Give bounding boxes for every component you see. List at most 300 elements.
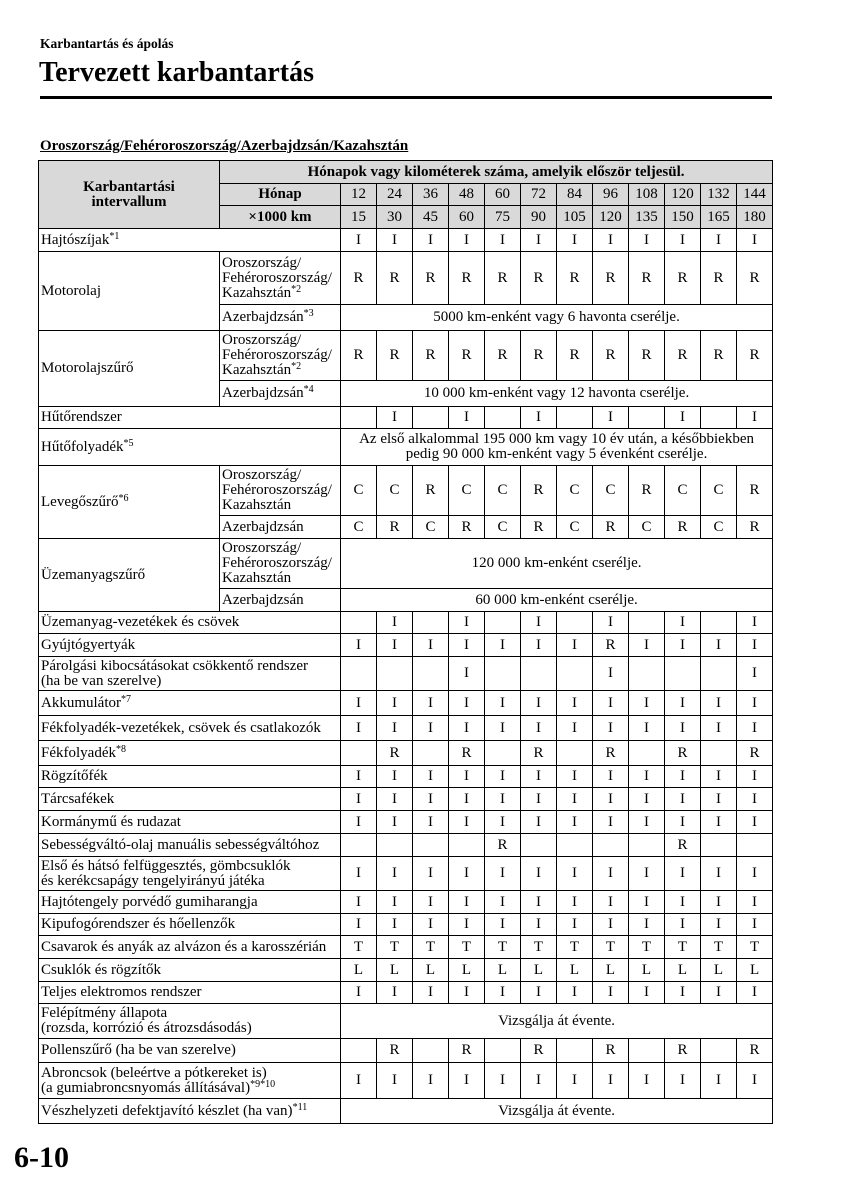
interval-cell: I — [557, 691, 593, 716]
row-label — [39, 1004, 341, 1039]
interval-cell: I — [413, 1063, 449, 1099]
row-label — [39, 766, 341, 788]
sub-label-text: Oroszország/ Fehéroroszország/ Kazahsztán — [222, 332, 332, 378]
interval-cell: I — [341, 891, 377, 914]
footnote-mark: *3 — [303, 308, 314, 319]
interval-cell: I — [341, 788, 377, 811]
interval-cell: I — [485, 788, 521, 811]
table-row — [39, 1063, 773, 1099]
interval-cell: I — [449, 766, 485, 788]
row-label-text: Kipufogórendszer és hőellenzők — [41, 916, 236, 932]
table-row — [39, 612, 773, 634]
interval-cell: R — [521, 1039, 557, 1063]
row-label — [39, 811, 341, 834]
interval-cell: I — [665, 891, 701, 914]
row-label — [39, 716, 341, 741]
sub-label-text: Azerbajdzsán — [222, 591, 304, 608]
interval-note-cell: Vizsgálja át évente. — [341, 1099, 773, 1124]
row-label-text: Rögzítőfék — [41, 768, 108, 784]
row-label — [39, 1063, 341, 1099]
interval-cell: I — [665, 914, 701, 936]
footnote-mark: *11 — [292, 1101, 308, 1113]
interval-cell: I — [521, 612, 557, 634]
interval-cell: R — [593, 331, 629, 381]
interval-cell: I — [413, 766, 449, 788]
interval-cell: I — [701, 914, 737, 936]
interval-cell: I — [665, 229, 701, 252]
table-row — [39, 959, 773, 982]
row-label — [39, 331, 220, 407]
interval-cell: I — [737, 716, 773, 741]
sub-label — [220, 305, 341, 331]
interval-cell: R — [485, 834, 521, 857]
interval-cell: C — [413, 516, 449, 539]
row-label — [39, 1039, 341, 1063]
row-label — [39, 657, 341, 691]
interval-cell: R — [449, 741, 485, 766]
table-row — [39, 936, 773, 959]
interval-cell: C — [449, 466, 485, 516]
km-cell: 30 — [377, 206, 413, 229]
interval-cell: I — [521, 891, 557, 914]
interval-cell: I — [377, 1063, 413, 1099]
row-label-text: Akkumulátor — [41, 694, 121, 711]
region-heading: Oroszország/Fehéroroszország/Azerbajdzsán/Kazahsztán — [40, 138, 409, 154]
interval-cell: T — [593, 936, 629, 959]
interval-cell: R — [377, 741, 413, 766]
interval-cell: I — [737, 657, 773, 691]
interval-cell: I — [341, 716, 377, 741]
interval-cell — [629, 657, 665, 691]
interval-cell: I — [485, 982, 521, 1004]
interval-cell: I — [593, 657, 629, 691]
km-cell: 45 — [413, 206, 449, 229]
interval-cell: L — [449, 959, 485, 982]
month-cell: 60 — [485, 184, 521, 206]
row-label-text: Levegőszűrő — [41, 493, 119, 510]
interval-cell: L — [377, 959, 413, 982]
interval-cell: R — [593, 252, 629, 305]
interval-cell: R — [521, 466, 557, 516]
interval-cell: L — [701, 959, 737, 982]
interval-header: Karbantartási intervallum — [39, 161, 220, 229]
page-number: 6-10 — [14, 1141, 69, 1174]
row-label — [39, 857, 341, 891]
interval-cell: I — [593, 407, 629, 429]
interval-cell — [665, 657, 701, 691]
footnote-mark: *2 — [291, 361, 302, 372]
interval-cell: I — [341, 1063, 377, 1099]
interval-cell: C — [557, 466, 593, 516]
interval-cell: I — [449, 229, 485, 252]
footnote-mark: *1 — [109, 230, 120, 242]
table-row — [39, 741, 773, 766]
interval-cell: I — [737, 914, 773, 936]
interval-note-cell: 120 000 km-enként cserélje. — [341, 539, 773, 589]
interval-cell — [701, 612, 737, 634]
footnote-mark: *2 — [291, 283, 302, 295]
interval-cell: I — [341, 857, 377, 891]
interval-cell: R — [665, 516, 701, 539]
interval-cell: T — [341, 936, 377, 959]
interval-cell — [413, 407, 449, 429]
interval-cell: I — [413, 811, 449, 834]
interval-cell: I — [341, 914, 377, 936]
interval-cell: I — [413, 891, 449, 914]
interval-cell: I — [521, 766, 557, 788]
interval-cell: I — [629, 811, 665, 834]
interval-cell — [701, 407, 737, 429]
interval-cell: I — [737, 612, 773, 634]
interval-cell — [485, 741, 521, 766]
row-label — [39, 466, 220, 539]
interval-cell — [629, 834, 665, 857]
month-cell: 48 — [449, 184, 485, 206]
interval-cell: I — [629, 229, 665, 252]
interval-cell: I — [377, 407, 413, 429]
interval-cell: R — [737, 1039, 773, 1063]
interval-cell: I — [701, 766, 737, 788]
row-label-text: Fékfolyadék-vezetékek, csövek és csatlakozók — [41, 719, 321, 736]
table-row — [39, 1004, 773, 1039]
interval-cell: T — [413, 936, 449, 959]
interval-cell: R — [665, 834, 701, 857]
sub-label — [220, 381, 341, 407]
interval-cell: I — [377, 811, 413, 834]
interval-cell: R — [521, 741, 557, 766]
interval-cell: I — [665, 634, 701, 657]
interval-cell: L — [341, 959, 377, 982]
row-label-text: Párolgási kibocsátásokat csökkentő rendszer (ha be van szerelve) — [41, 657, 309, 689]
interval-cell: I — [629, 982, 665, 1004]
table-row — [39, 834, 773, 857]
interval-cell: R — [377, 331, 413, 381]
interval-cell: R — [377, 1039, 413, 1063]
month-cell: 108 — [629, 184, 665, 206]
interval-cell — [629, 1039, 665, 1063]
km-cell: 105 — [557, 206, 593, 229]
month-cell: 36 — [413, 184, 449, 206]
row-label — [39, 539, 220, 612]
interval-cell — [449, 834, 485, 857]
row-label-text: Hajtószíjak — [41, 231, 110, 248]
interval-cell: I — [593, 891, 629, 914]
interval-cell: I — [593, 716, 629, 741]
interval-cell: I — [665, 612, 701, 634]
interval-cell: I — [665, 788, 701, 811]
interval-cell: I — [701, 811, 737, 834]
interval-cell: I — [737, 891, 773, 914]
interval-cell — [485, 407, 521, 429]
interval-cell: I — [557, 229, 593, 252]
interval-cell: I — [593, 691, 629, 716]
table-row — [39, 766, 773, 788]
row-label — [39, 612, 341, 634]
interval-cell: I — [521, 634, 557, 657]
interval-cell: I — [521, 407, 557, 429]
months-label: Hónap — [220, 184, 341, 206]
interval-cell: T — [665, 936, 701, 959]
interval-cell: R — [485, 331, 521, 381]
interval-cell: I — [701, 982, 737, 1004]
interval-cell: I — [593, 766, 629, 788]
interval-cell: I — [737, 691, 773, 716]
km-cell: 165 — [701, 206, 737, 229]
interval-cell: I — [521, 788, 557, 811]
interval-cell: R — [737, 516, 773, 539]
interval-cell: R — [449, 516, 485, 539]
interval-cell: I — [521, 857, 557, 891]
interval-cell: R — [449, 331, 485, 381]
interval-cell: I — [377, 229, 413, 252]
footnote-mark: *8 — [115, 743, 126, 755]
interval-cell — [629, 612, 665, 634]
interval-cell: I — [629, 857, 665, 891]
month-cell: 96 — [593, 184, 629, 206]
interval-cell: L — [593, 959, 629, 982]
interval-cell: I — [521, 914, 557, 936]
interval-cell: I — [737, 811, 773, 834]
interval-cell: R — [449, 1039, 485, 1063]
interval-cell: I — [449, 982, 485, 1004]
interval-cell: L — [521, 959, 557, 982]
row-label — [39, 914, 341, 936]
interval-cell: I — [449, 811, 485, 834]
footnote-mark: *6 — [118, 492, 129, 504]
interval-cell: I — [449, 657, 485, 691]
interval-cell — [341, 834, 377, 857]
interval-cell: L — [413, 959, 449, 982]
page-title: Tervezett karbantartás — [39, 57, 315, 88]
interval-cell: C — [485, 466, 521, 516]
footnote-mark: *5 — [123, 437, 134, 449]
interval-cell: R — [485, 252, 521, 305]
interval-cell: I — [341, 634, 377, 657]
schedule-body — [39, 229, 773, 1124]
interval-cell: C — [629, 516, 665, 539]
interval-cell: C — [485, 516, 521, 539]
interval-cell: I — [377, 634, 413, 657]
interval-cell: R — [521, 252, 557, 305]
interval-cell: R — [737, 331, 773, 381]
row-label-text: Kormánymű és rudazat — [41, 813, 181, 830]
interval-cell: C — [377, 466, 413, 516]
interval-cell: C — [557, 516, 593, 539]
interval-cell: I — [449, 914, 485, 936]
interval-cell: I — [593, 857, 629, 891]
interval-cell: C — [701, 466, 737, 516]
interval-cell: I — [557, 914, 593, 936]
footnote-mark: *7 — [121, 693, 131, 705]
interval-cell: L — [737, 959, 773, 982]
interval-cell: T — [521, 936, 557, 959]
interval-cell: T — [629, 936, 665, 959]
interval-cell: T — [557, 936, 593, 959]
interval-cell: I — [629, 691, 665, 716]
table-row — [39, 691, 773, 716]
row-label — [39, 229, 341, 252]
interval-cell: I — [665, 716, 701, 741]
interval-cell: I — [701, 857, 737, 891]
interval-cell: R — [665, 741, 701, 766]
interval-cell — [485, 612, 521, 634]
interval-cell: I — [737, 1063, 773, 1099]
title-rule — [40, 96, 772, 99]
interval-cell: I — [665, 691, 701, 716]
sub-label — [220, 252, 341, 305]
interval-cell — [593, 834, 629, 857]
row-label — [39, 634, 341, 657]
interval-cell: I — [521, 716, 557, 741]
interval-cell — [341, 407, 377, 429]
interval-cell: T — [485, 936, 521, 959]
table-row — [39, 429, 773, 466]
interval-cell: C — [665, 466, 701, 516]
interval-cell — [557, 741, 593, 766]
row-label-text: Csavarok és anyák az alvázon és a karosszérián — [41, 938, 327, 955]
sub-label — [220, 539, 341, 589]
interval-cell: I — [449, 788, 485, 811]
table-row — [39, 1039, 773, 1063]
sub-label-text: Azerbajdzsán — [222, 385, 304, 401]
interval-cell: I — [377, 982, 413, 1004]
interval-cell: I — [557, 634, 593, 657]
interval-cell: I — [629, 716, 665, 741]
interval-cell: L — [665, 959, 701, 982]
interval-cell: T — [737, 936, 773, 959]
interval-cell: R — [377, 516, 413, 539]
interval-cell: I — [377, 691, 413, 716]
km-cell: 60 — [449, 206, 485, 229]
interval-cell: L — [485, 959, 521, 982]
interval-cell: R — [557, 331, 593, 381]
interval-cell: R — [701, 252, 737, 305]
interval-cell: I — [413, 634, 449, 657]
interval-cell: I — [485, 691, 521, 716]
interval-cell: I — [485, 229, 521, 252]
interval-cell — [413, 657, 449, 691]
interval-cell: R — [449, 252, 485, 305]
interval-cell: I — [737, 634, 773, 657]
table-row — [39, 331, 773, 381]
interval-cell: I — [485, 857, 521, 891]
sub-label-text: Oroszország/ Fehéroroszország/ Kazahsztán — [222, 254, 332, 301]
row-label — [39, 252, 220, 331]
interval-cell: I — [521, 1063, 557, 1099]
interval-cell: R — [521, 331, 557, 381]
interval-cell: R — [593, 634, 629, 657]
interval-cell: R — [737, 741, 773, 766]
interval-cell: R — [341, 331, 377, 381]
interval-cell: I — [665, 407, 701, 429]
interval-cell: I — [737, 407, 773, 429]
interval-cell: I — [665, 857, 701, 891]
table-row — [39, 657, 773, 691]
interval-cell: I — [341, 229, 377, 252]
table-row — [39, 914, 773, 936]
month-cell: 24 — [377, 184, 413, 206]
interval-cell: I — [521, 982, 557, 1004]
interval-note-cell: 5000 km-enként vagy 6 havonta cserélje. — [341, 305, 773, 331]
interval-cell: I — [485, 891, 521, 914]
interval-cell — [737, 834, 773, 857]
interval-cell: I — [521, 229, 557, 252]
interval-cell: I — [377, 766, 413, 788]
table-row — [39, 229, 773, 252]
interval-cell: I — [557, 766, 593, 788]
interval-cell: I — [737, 229, 773, 252]
interval-cell — [557, 1039, 593, 1063]
interval-cell: I — [665, 766, 701, 788]
sub-label — [220, 589, 341, 612]
interval-cell — [341, 657, 377, 691]
row-label — [39, 959, 341, 982]
interval-cell: I — [449, 634, 485, 657]
interval-cell: C — [341, 516, 377, 539]
interval-cell: R — [665, 331, 701, 381]
km-cell: 135 — [629, 206, 665, 229]
interval-cell: I — [737, 982, 773, 1004]
month-cell: 12 — [341, 184, 377, 206]
interval-cell: I — [701, 716, 737, 741]
interval-cell: I — [413, 982, 449, 1004]
header-row — [39, 161, 773, 184]
row-label-text: Abroncsok (beleértve a pótkereket is) (a gumiabroncsnyomás állításával) — [41, 1064, 267, 1096]
month-cell: 120 — [665, 184, 701, 206]
interval-cell: I — [665, 982, 701, 1004]
row-label — [39, 891, 341, 914]
interval-cell: I — [737, 766, 773, 788]
row-label — [39, 691, 341, 716]
km-cell: 15 — [341, 206, 377, 229]
km-cell: 150 — [665, 206, 701, 229]
table-row — [39, 1099, 773, 1124]
interval-cell: I — [413, 691, 449, 716]
interval-cell: I — [449, 857, 485, 891]
month-cell: 84 — [557, 184, 593, 206]
interval-cell: I — [629, 891, 665, 914]
row-label-text: Hajtótengely porvédő gumiharangja — [41, 893, 258, 910]
interval-cell: R — [629, 331, 665, 381]
interval-cell: I — [413, 229, 449, 252]
interval-cell — [485, 1039, 521, 1063]
table-row — [39, 811, 773, 834]
interval-cell: C — [593, 466, 629, 516]
maintenance-schedule-table — [38, 160, 773, 1124]
interval-cell: I — [593, 1063, 629, 1099]
interval-cell: I — [485, 811, 521, 834]
table-row — [39, 634, 773, 657]
interval-cell: I — [413, 716, 449, 741]
month-cell: 72 — [521, 184, 557, 206]
row-label-text: Tárcsafékek — [41, 790, 115, 807]
interval-cell: I — [485, 716, 521, 741]
interval-cell — [701, 741, 737, 766]
interval-cell: I — [377, 891, 413, 914]
interval-cell: R — [593, 1039, 629, 1063]
interval-cell: I — [449, 612, 485, 634]
interval-cell: I — [341, 766, 377, 788]
schedule-header — [39, 161, 773, 229]
interval-note-cell: Vizsgálja át évente. — [341, 1004, 773, 1039]
interval-cell — [377, 657, 413, 691]
interval-cell: I — [557, 857, 593, 891]
interval-cell: I — [593, 788, 629, 811]
interval-cell: I — [485, 1063, 521, 1099]
table-row — [39, 982, 773, 1004]
row-label-text: Teljes elektromos rendszer — [41, 984, 202, 1000]
row-label-text: Üzemanyagszűrő — [41, 566, 146, 583]
